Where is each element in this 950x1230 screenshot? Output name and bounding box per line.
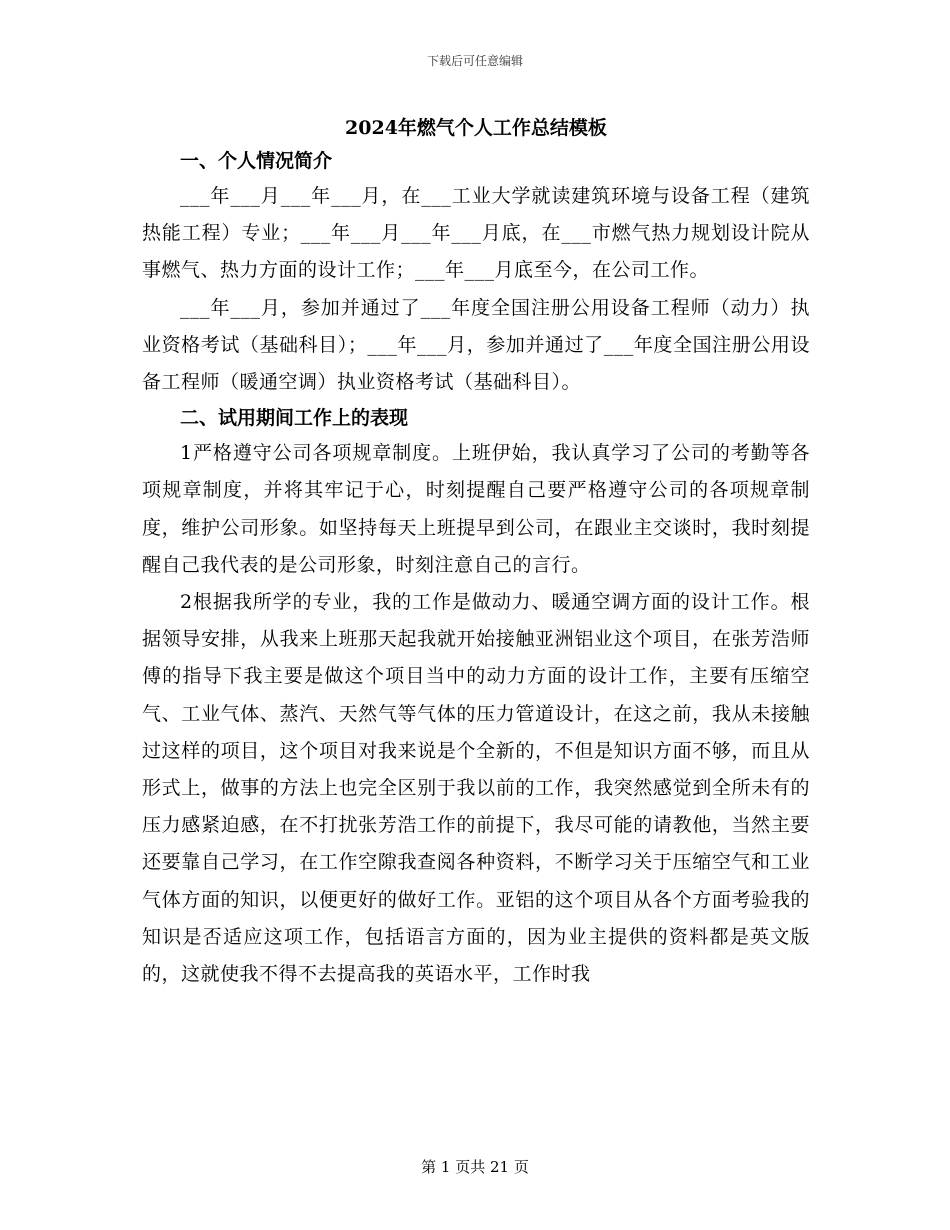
- section-heading-1: 一、个人情况简介: [180, 150, 333, 172]
- document-title: 2024年燃气个人工作总结模板: [345, 117, 607, 139]
- document-body: [142, 112, 810, 993]
- page-footer: 第 1 页共 21 页: [421, 1158, 529, 1176]
- section-heading-2: 二、试用期间工作上的表现: [180, 407, 409, 430]
- paragraph: 1严格遵守公司各项规章制度。上班伊始，我认真学习了公司的考勤等各项规章制度，并将其牢记于心，时刻提醒自己要严格遵守公司的各项规章制度，维护公司形象。如坚持每天上班提早到公司，在跟业主交谈时，我时刻提醒自己我代表的是公司形象，时刻注意自己的言行。: [142, 442, 810, 576]
- paragraph: ___年___月___年___月，在___工业大学就读建筑环境与设备工程（建筑热能工程）专业；___年___月___年___月底，在___市燃气热力规划设计院从事燃气、热力方面的设计工作；___年___月底至今，在公司工作。: [142, 185, 810, 282]
- header-note: 下载后可任意编辑: [426, 54, 523, 68]
- paragraph: ___年___月，参加并通过了___年度全国注册公用设备工程师（动力）执业资格考试（基础科目）；___年___月，参加并通过了___年度全国注册公用设备工程师（暖通空调）执业资格考试（基础科目）。: [142, 296, 810, 394]
- paragraph: 2根据我所学的专业，我的工作是做动力、暖通空调方面的设计工作。根据领导安排，从我来上班那天起我就开始接触亚洲铝业这个项目，在张芳浩师傅的指导下我主要是做这个项目当中的动力方面的设计工作，主要有压缩空气、工业气体、蒸汽、天然气等气体的压力管道设计，在这之前，我从未接触过这样的项目，这个项目对我来说是个全新的，不但是知识方面不够，而且从形式上，做事的方法上也完全区别于我以前的工作，我突然感觉到全所未有的压力感紧迫感，在不打扰张芳浩工作的前提下，我尽可能的请教他，当然主要还要靠自己学习，在工作空隙我查阅各种资料，不断学习关于压缩空气和工业气体方面的知识，以便更好的做好工作。亚铝的这个项目从各个方面考验我的知识是否适应这项工作，包括语言方面的，因为业主提供的资料都是英文版的，这就使我不得不去提高我的英语水平，工作时我: [142, 591, 810, 986]
